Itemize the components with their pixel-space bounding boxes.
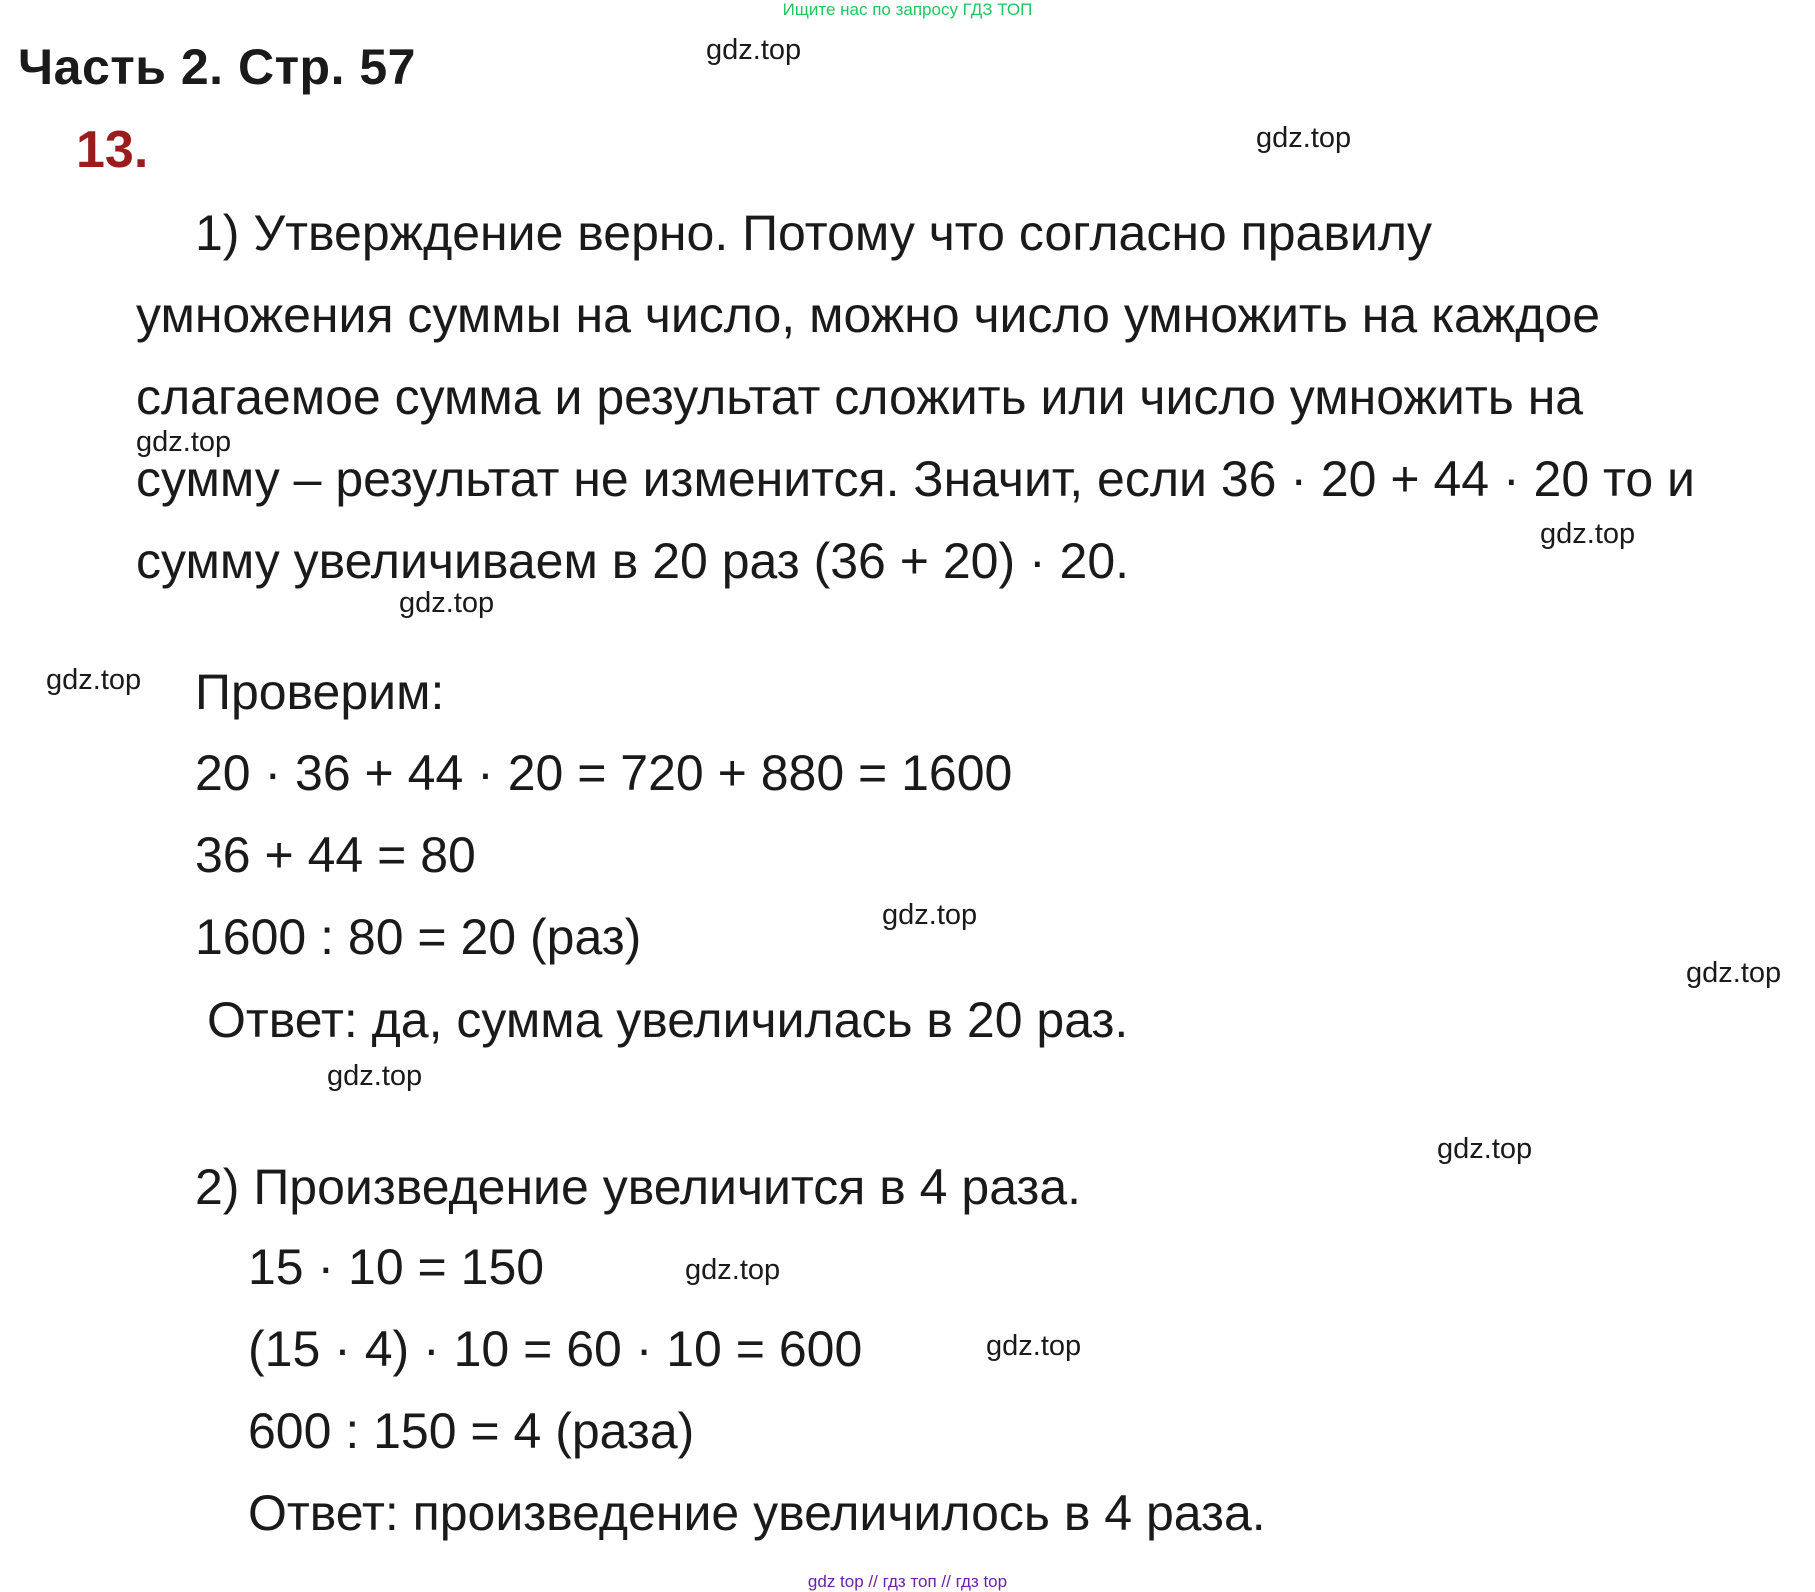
watermark: gdz.top xyxy=(1686,957,1782,989)
part2-calc-1: 15 · 10 = 150 xyxy=(248,1239,545,1295)
check-calc-1: 20 · 36 + 44 · 20 = 720 + 880 = 1600 xyxy=(195,745,1013,801)
watermark: gdz.top xyxy=(706,34,802,66)
check-calc-2: 36 + 44 = 80 xyxy=(195,827,476,883)
watermark: gdz.top xyxy=(1437,1133,1533,1165)
part1-line-1: 1) Утверждение верно. Потому что согласно правилу xyxy=(195,205,1432,261)
watermark: gdz.top xyxy=(1256,122,1352,154)
watermark: gdz.top xyxy=(136,426,232,458)
watermark: gdz.top xyxy=(327,1060,423,1092)
check-calc-3: 1600 : 80 = 20 (раз) xyxy=(195,909,642,965)
watermark: gdz.top xyxy=(46,664,142,696)
part1-line-5: сумму увеличиваем в 20 раз (36 + 20) · 20. xyxy=(136,533,1130,589)
top-banner: Ищите нас по запросу ГДЗ ТОП xyxy=(782,0,1033,19)
watermark: gdz.top xyxy=(685,1254,781,1286)
part1-line-2: умножения суммы на число, можно число умножить на каждое xyxy=(136,287,1601,343)
watermark: gdz.top xyxy=(399,587,495,619)
watermark: gdz.top xyxy=(986,1330,1082,1362)
part2-calc-3: 600 : 150 = 4 (раза) xyxy=(248,1403,695,1459)
part1-answer: Ответ: да, сумма увеличилась в 20 раз. xyxy=(207,992,1129,1048)
part2-answer: Ответ: произведение увеличилось в 4 раза. xyxy=(248,1485,1266,1541)
task-number: 13. xyxy=(76,121,149,179)
part2-title: 2) Произведение увеличится в 4 раза. xyxy=(195,1159,1082,1215)
watermark: gdz.top xyxy=(1540,518,1636,550)
page-header: Часть 2. Стр. 57 xyxy=(18,39,416,95)
watermark: gdz.top xyxy=(882,899,978,931)
part1-line-3: слагаемое сумма и результат сложить или число умножить на xyxy=(136,369,1584,425)
check-title: Проверим: xyxy=(195,664,445,720)
part1-line-4: сумму – результат не изменится. Значит, если 36 · 20 + 44 · 20 то и xyxy=(136,451,1695,507)
part2-calc-2: (15 · 4) · 10 = 60 · 10 = 600 xyxy=(248,1321,863,1377)
footer: gdz top // гдз топ // гдз top xyxy=(807,1572,1008,1591)
